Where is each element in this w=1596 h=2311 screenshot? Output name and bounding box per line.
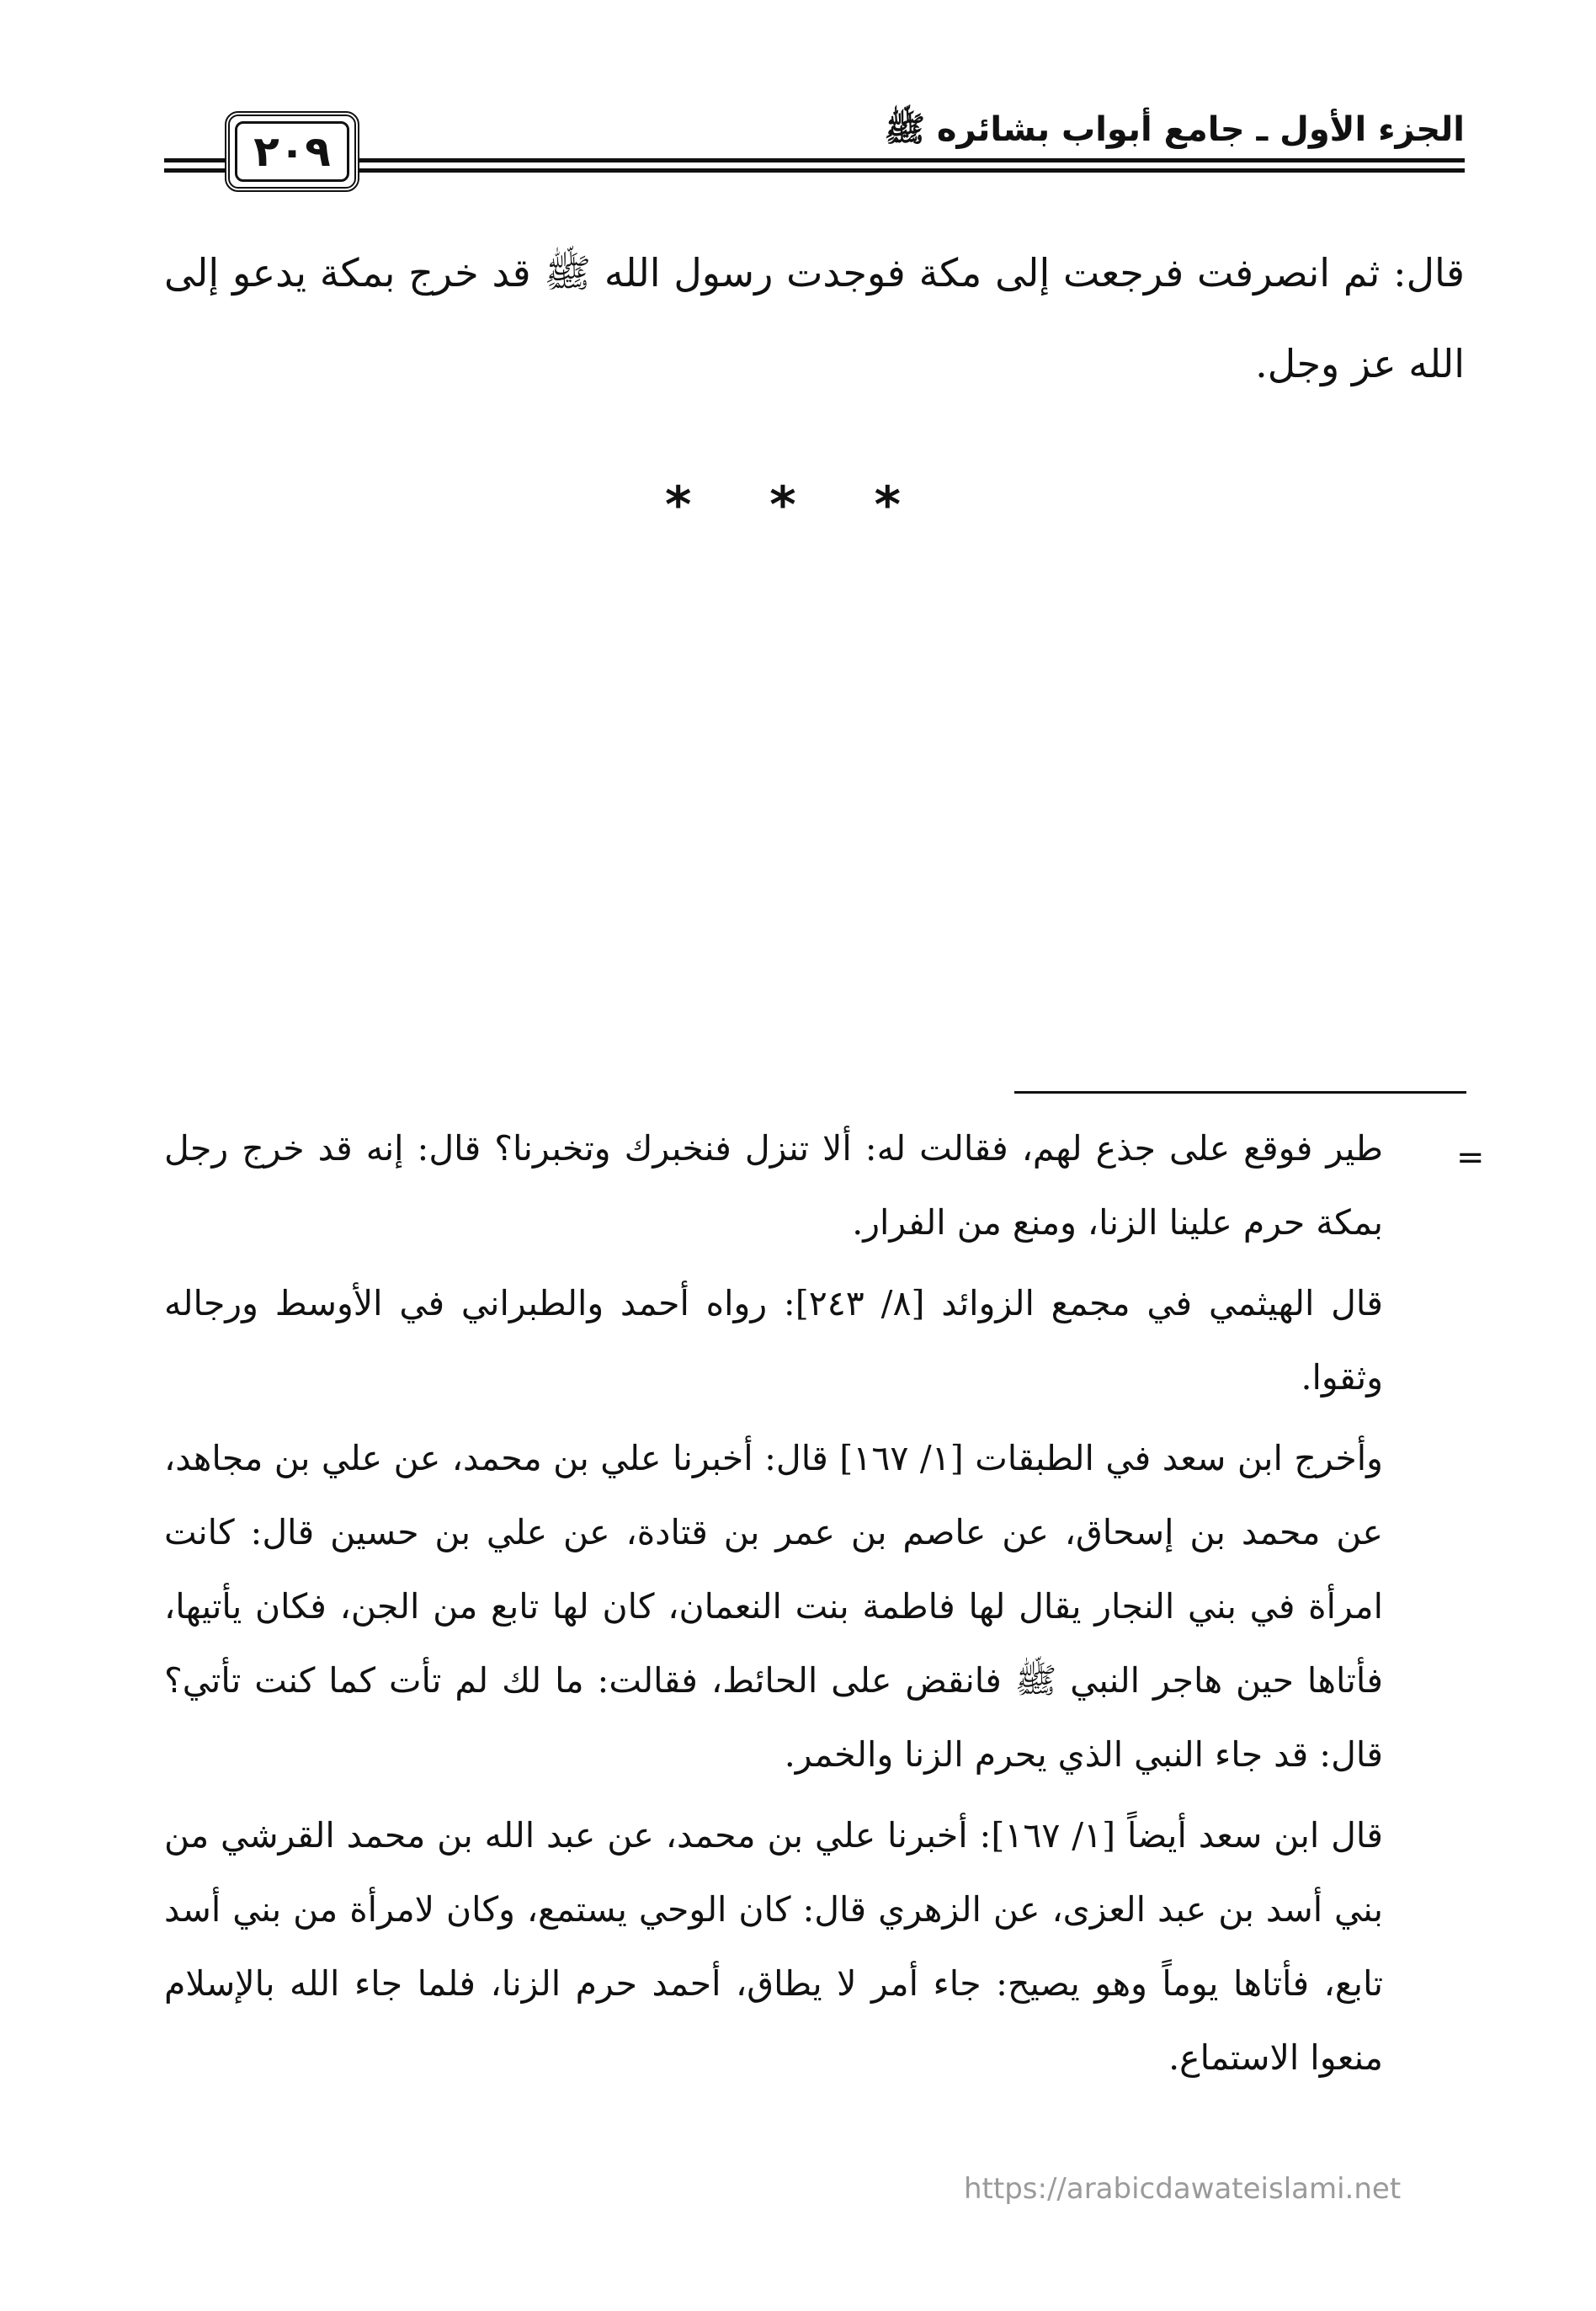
footnote-paragraph: قال ابن سعد أيضاً [١/ ١٦٧]: أخبرنا علي بن محمد، عن عبد الله بن محمد القرشي من بني أسد بن عبد العزى، عن الزهري قال: كان الوحي يستمع، وكان لامرأة من بني أسد تابع، فأتاها يوماً وهو يصيح: جاء أمر لا يطاق، أحمد حرم الزنا، فلما جاء الله بالإسلام منعوا الاستماع.: [164, 1815, 1383, 2078]
footnote-paragraph: وأخرج ابن سعد في الطبقات [١/ ١٦٧] قال: أخبرنا علي بن محمد، عن علي بن مجاهد، عن محمد بن إسحاق، عن عاصم بن عمر بن قتادة، عن علي بن حسين قال: كانت امرأة في بني النجار يقال لها فاطمة بنت النعمان، كان لها تابع من الجن، فكان يأتيها، فأتاها حين هاجر النبي ﷺ فانقض على الحائط، فقالت: ما لك لم تأت كما كنت تأتي؟ قال: قد جاء النبي الذي يحرم الزنا والخمر.: [164, 1438, 1383, 1775]
running-title: الجزء الأول ـ جامع أبواب بشائره ﷺ: [884, 110, 1465, 149]
page-number-frame: [225, 111, 359, 192]
footnote-paragraph: طير فوقع على جذع لهم، فقالت له: ألا تنزل فنخبرك وتخبرنا؟ قال: إنه قد خرج رجل بمكة حرم علينا الزنا، ومنع من الفرار.: [164, 1128, 1383, 1243]
watermark-url: https://arabicdawateislami.net: [964, 2172, 1402, 2206]
footnote-continuation-mark: =: [1456, 1138, 1485, 1177]
page-number: ٢٠٩: [253, 127, 331, 176]
main-paragraph: قال: ثم انصرفت فرجعت إلى مكة فوجدت رسول الله ﷺ قد خرج بمكة يدعو إلى الله عز وجل.: [164, 250, 1465, 386]
section-separator-stars: * * *: [665, 476, 931, 535]
footnotes: [164, 1111, 1383, 2101]
footnote-divider: [1014, 1091, 1466, 1094]
footnote-paragraph: قال الهيثمي في مجمع الزوائد [٨/ ٢٤٣]: رواه أحمد والطبراني في الأوسط ورجاله وثقوا.: [164, 1283, 1384, 1398]
page-header: [164, 93, 1465, 194]
